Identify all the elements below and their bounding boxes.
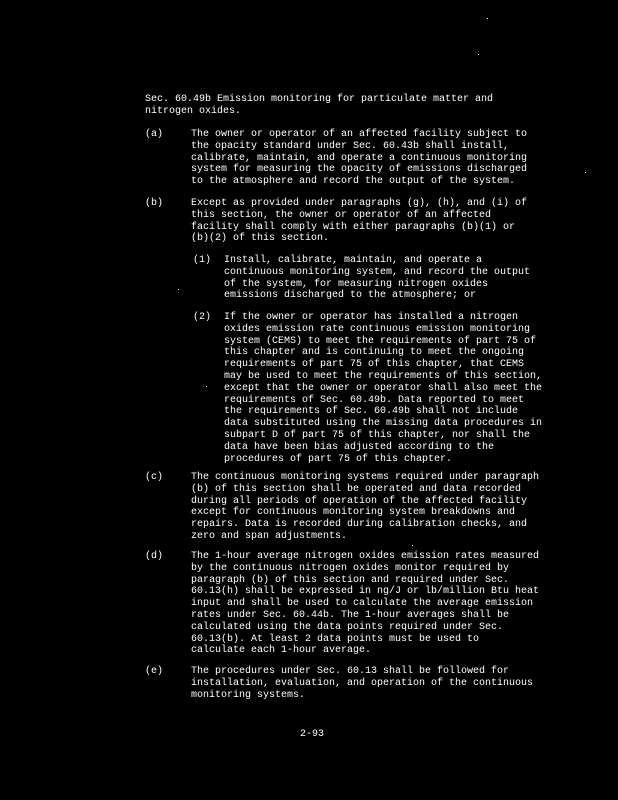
- paragraph-label: (a): [145, 129, 164, 140]
- paragraph-text: The continuous monitoring systems required under paragraph (b) of this section shall be operated and data recorded during all periods of operation of the affected facility except for continuous monitoring system breakdowns and repairs. Data is recorded during calibration checks, and zero and span adjustments.: [191, 472, 540, 542]
- scan-speck: [178, 289, 179, 290]
- subparagraph-label: (1): [193, 255, 212, 266]
- page-number: 2-93: [300, 729, 325, 740]
- subparagraph-text: If the owner or operator has installed a nitrogen oxides emission rate continuous emission monitoring system (CEMS) to meet the requirements of part 75 of this chapter and is continuing to meet the ongoing requirements of part 75 of this chapter, that CEMS may be used to meet the requirements of this section, except that the owner or operator shall also meet the requirements of Sec. 60.49b. Data reported to meet the requirements of Sec. 60.49b shall not include data substituted using the missing data procedures in subpart D of part 75 of this chapter, nor shall the data have been bias adjusted according to the procedures of part 75 of this chapter.: [224, 312, 543, 465]
- subparagraph-label: (2): [193, 312, 212, 323]
- paragraph-text: The owner or operator of an affected facility subject to the opacity standard under Sec. 60.43b shall install, calibrate, maintain, and operate a continuous monitoring system for measuring the opacity of emissions discharged to the atmosphere and record the output of the system.: [191, 129, 528, 188]
- paragraph-text: The 1-hour average nitrogen oxides emission rates measured by the continuous nitrogen oxides monitor required by paragraph (b) of this section and required under Sec. 60.13(h) shall be expressed in ng/J or lb/million Btu heat input and shall be used to calculate the average emission rates under Sec. 60.44b. The 1-hour averages shall be calculated using the data points required under Sec. 60.13(b). At least 2 data points must be used to calculate each 1-hour average.: [191, 551, 540, 657]
- scan-speck: [206, 386, 207, 387]
- subparagraph-text: Install, calibrate, maintain, and operate a continuous monitoring system, and record the output of the system, for measuring nitrogen oxides emissions discharged to the atmosphere; or: [224, 255, 531, 302]
- paragraph-label: (b): [145, 198, 164, 209]
- paragraph-text: The procedures under Sec. 60.13 shall be followed for installation, evaluation, and operation of the continuous monitoring systems.: [191, 666, 534, 701]
- paragraph-text: Except as provided under paragraphs (g), (h), and (i) of this section, the owner or operator of an affected facility shall comply with either paragraphs (b)(1) or (b)(2) of this section.: [191, 198, 528, 245]
- paragraph-label: (e): [145, 666, 164, 677]
- section-heading: Sec. 60.49b Emission monitoring for particulate matter and nitrogen oxides.: [145, 94, 494, 117]
- scan-speck: [585, 172, 586, 173]
- paragraph-label: (c): [145, 472, 164, 483]
- scan-speck: [478, 54, 479, 55]
- paragraph-label: (d): [145, 551, 164, 562]
- scan-speck: [487, 18, 488, 19]
- scan-speck: [412, 545, 413, 546]
